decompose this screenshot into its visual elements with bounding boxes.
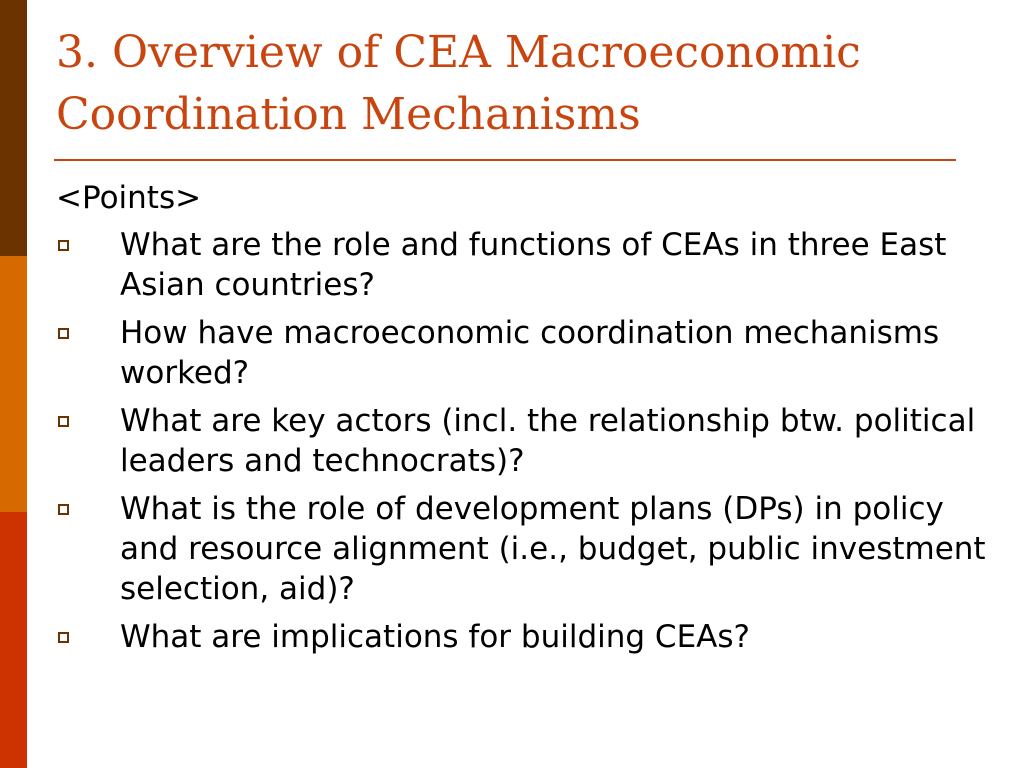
slide-title [56,22,986,146]
side-bar-bottom [0,512,27,768]
bullet-list [56,225,996,657]
bullet-item [56,617,996,657]
title-line-1: 3. Overview of CEA Macroeconomic [56,27,861,78]
side-bar-top [0,0,27,256]
side-bar-middle [0,256,27,512]
bullet-text: How have macroeconomic coordination mechanisms worked? [120,315,940,391]
hollow-square-bullet-icon [58,328,69,339]
title-divider [54,159,956,161]
hollow-square-bullet-icon [58,416,69,427]
bullet-text: What are the role and functions of CEAs in three East Asian countries? [120,227,947,303]
hollow-square-bullet-icon [58,504,69,515]
bullet-item [56,313,996,393]
bullet-text: What are implications for building CEAs? [120,619,750,655]
bullet-item [56,401,996,481]
hollow-square-bullet-icon [58,240,69,251]
bullet-item [56,225,996,305]
bullet-text: What is the role of development plans (DPs) in policy and resource alignment (i.e., budget, public investment selection, aid)? [120,491,986,607]
hollow-square-bullet-icon [58,632,69,643]
bullet-text: What are key actors (incl. the relationship btw. political leaders and technocrats)? [120,403,976,479]
title-line-2: Coordination Mechanisms [56,89,641,140]
section-heading: <Points> [56,180,202,216]
slide-content [56,178,996,665]
bullet-item [56,489,996,609]
